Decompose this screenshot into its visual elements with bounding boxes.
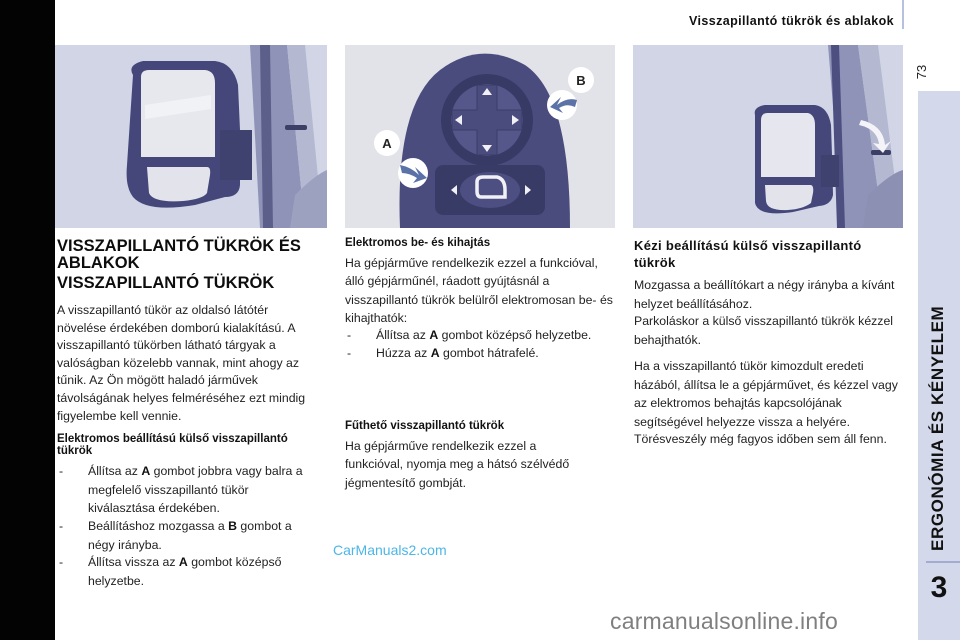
bullet-item — [345, 326, 625, 345]
manual-para-2: Parkoláskor a külső visszapillantó tükrök kézzel behajthatók. — [634, 314, 894, 347]
mirror-illustration — [55, 45, 327, 228]
watermark-carmanuals2[interactable]: CarManuals2.com — [333, 542, 447, 558]
page-header-title: Visszapillantó tükrök és ablakok — [688, 14, 894, 28]
bullet-text: Állítsa vissza az — [88, 555, 179, 569]
chapter-label: ERGONÓMIA ÉS KÉNYELEM — [928, 305, 947, 551]
bullet-text: Beállításhoz mozgassa a — [88, 519, 229, 533]
bullet-dash: - — [347, 346, 352, 360]
chapter-divider — [926, 561, 960, 563]
intro-paragraph: A visszapillantó tükör az oldalsó látótér növelése érdekében domború kialakítású. A visszapillantó tükörben látható tárgyak a valóságban közelebb vannak, mint ahogy az tűnik. Az Ön mögött haladó járművek távolságának helyes felméréséhez ezt mindig figyelembe kell vennie. — [57, 303, 306, 423]
bullet-text: Húzza az — [376, 346, 431, 360]
manual-para-4: Törésveszély még fagyos időben sem áll fenn. — [634, 432, 887, 446]
fold-paragraph: Ha gépjárműve rendelkezik ezzel a funkcióval, álló gépjárműnél, ráadott gyújtásnál a visszapillantó tükrök belülről elektromosan be- és kihajthatók: — [345, 256, 613, 325]
figure-electric-mirror — [55, 45, 327, 228]
bullet-text: Állítsa az — [88, 464, 142, 478]
bullet-dash: - — [347, 328, 352, 342]
fold-heading: Elektromos be- és kihajtás — [345, 237, 491, 249]
manual-para-1: Mozgassa a beállítókart a négy irányba a kívánt helyzet beállításához. — [634, 278, 895, 311]
bullet-dash: - — [59, 555, 64, 569]
heated-mirror-heading: Fűthető visszapillantó tükrök — [345, 420, 505, 432]
watermark-carmanualsonline[interactable]: carmanualsonline.info — [610, 608, 838, 634]
manual-mirror-illustration — [633, 45, 903, 228]
key-label: A — [429, 328, 439, 342]
key-label: B — [228, 519, 238, 533]
chapter-number: 3 — [930, 571, 948, 604]
section-title-sub: VISSZAPILLANTÓ TÜKRÖK — [57, 274, 275, 292]
bullet-text: Állítsa az — [376, 328, 430, 342]
bullet-dash: - — [59, 464, 64, 478]
heated-mirror-paragraph: Ha gépjárműve rendelkezik ezzel a funkcióval, nyomja meg a hátsó szélvédő jégmentesítő gombját. — [345, 439, 570, 490]
manual-mirror-heading: Kézi beállítású külső visszapillantó tükrök — [634, 238, 862, 270]
key-label: A — [430, 346, 440, 360]
chapter-tab — [918, 91, 960, 640]
bullet-text: gombot a négy irányba. — [88, 519, 292, 552]
key-label: A — [178, 555, 188, 569]
page-number: 73 — [914, 64, 929, 80]
left-black-margin — [0, 0, 55, 640]
electric-mirror-heading: Elektromos beállítású külső visszapillantó tükrök — [57, 433, 288, 457]
bullet-item — [345, 344, 625, 363]
key-label: A — [141, 464, 151, 478]
svg-text:A: A — [382, 136, 392, 151]
bullet-text: gombot jobbra vagy balra a megfelelő visszapillantó tükör kiválasztása érdekében. — [88, 464, 303, 515]
bullet-text: gombot hátrafelé. — [439, 346, 539, 360]
figure-mirror-control-switch — [345, 45, 615, 228]
bullet-item — [57, 553, 319, 590]
bullet-item — [57, 462, 319, 518]
section-title-main: VISSZAPILLANTÓ TÜKRÖK ÉS ABLAKOK — [57, 237, 301, 272]
header-divider — [902, 0, 904, 29]
bullet-text: gombot középső helyzetbe. — [88, 555, 282, 588]
svg-text:B: B — [576, 73, 586, 88]
figure-manual-mirror — [633, 45, 903, 228]
bullet-dash: - — [59, 519, 64, 533]
bullet-item — [57, 517, 319, 554]
bullet-text: gombot középső helyzetbe. — [438, 328, 592, 342]
manual-para-3: Ha a visszapillantó tükör kimozdult eredeti házából, állítsa le a gépjárművet, és kézzel vagy az elektromos behajtás kapcsolójának segítségével helyezze vissza a helyére. — [634, 359, 898, 429]
switch-illustration — [345, 45, 615, 228]
